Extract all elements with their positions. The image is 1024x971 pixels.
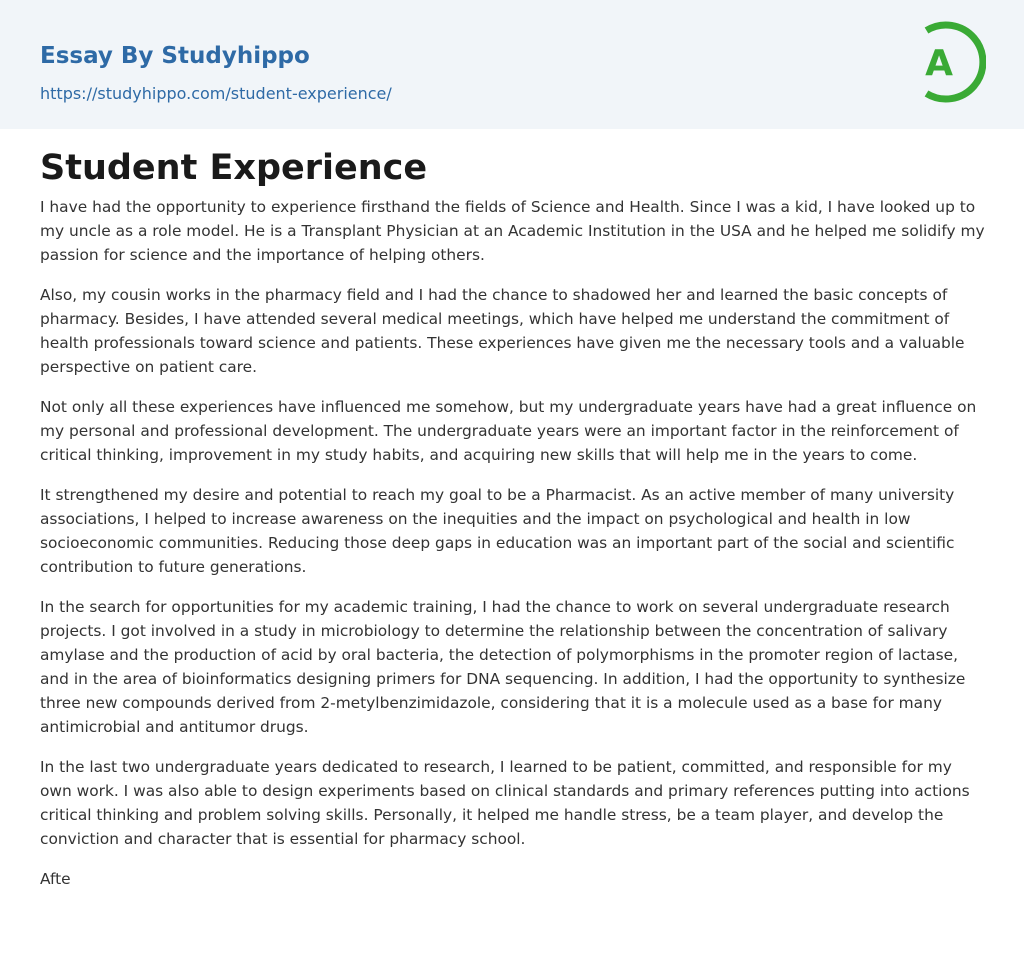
logo-letter: A	[925, 43, 953, 84]
essay-url-link[interactable]: https://studyhippo.com/student-experience/	[40, 84, 392, 103]
essay-paragraph: I have had the opportunity to experience firsthand the fields of Science and Health. Since I was a kid, I have looked up to my uncle as a role model. He is a Transplant Physician at an Academic Institution in the USA and he helped me solidify my passion for science and the importance of helping others.	[40, 198, 985, 264]
studyhippo-logo-icon[interactable]	[912, 19, 986, 105]
essay-paragraph: It strengthened my desire and potential to reach my goal to be a Pharmacist. As an active member of many university associations, I helped to increase awareness on the inequities and the impact on psychological and health in low socioeconomic communities. Reducing those deep gaps in education was an important part of the social and scientific contribution to future generations.	[40, 486, 955, 576]
essay-paragraph: In the last two undergraduate years dedicated to research, I learned to be patient, committed, and responsible for my own work. I was also able to design experiments based on clinical standards and primary references putting into actions critical thinking and problem solving skills. Personally, it helped me handle stress, be a team player, and develop the conviction and character that is essential for pharmacy school.	[40, 758, 970, 848]
essay-content	[40, 144, 986, 907]
essay-paragraph: Not only all these experiences have influenced me somehow, but my undergraduate years have had a great influence on my personal and professional development. The undergraduate years were an important factor in the reinforcement of critical thinking, improvement in my study habits, and acquiring new skills that will help me in the years to come.	[40, 398, 977, 464]
site-header	[0, 0, 1024, 129]
essay-paragraph: Also, my cousin works in the pharmacy field and I had the chance to shadowed her and learned the basic concepts of pharmacy. Besides, I have attended several medical meetings, which have helped me understand the commitment of health professionals toward science and patients. These experiences have given me the necessary tools and a valuable perspective on patient care.	[40, 286, 965, 376]
essay-paragraph-truncated: Afte	[40, 870, 71, 888]
site-brand: Essay By Studyhippo	[40, 43, 310, 69]
essay-title: Student Experience	[40, 148, 428, 188]
essay-paragraph: In the search for opportunities for my academic training, I had the chance to work on several undergraduate research projects. I got involved in a study in microbiology to determine the relationship between the concentration of salivary amylase and the production of acid by oral bacteria, the detection of polymorphisms in the promoter region of lactase, and in the area of bioinformatics designing primers for DNA sequencing. In addition, I had the opportunity to synthesize three new compounds derived from 2-metylbenzimidazole, considering that it is a molecule used as a base for many antimicrobial and antitumor drugs.	[40, 598, 966, 736]
